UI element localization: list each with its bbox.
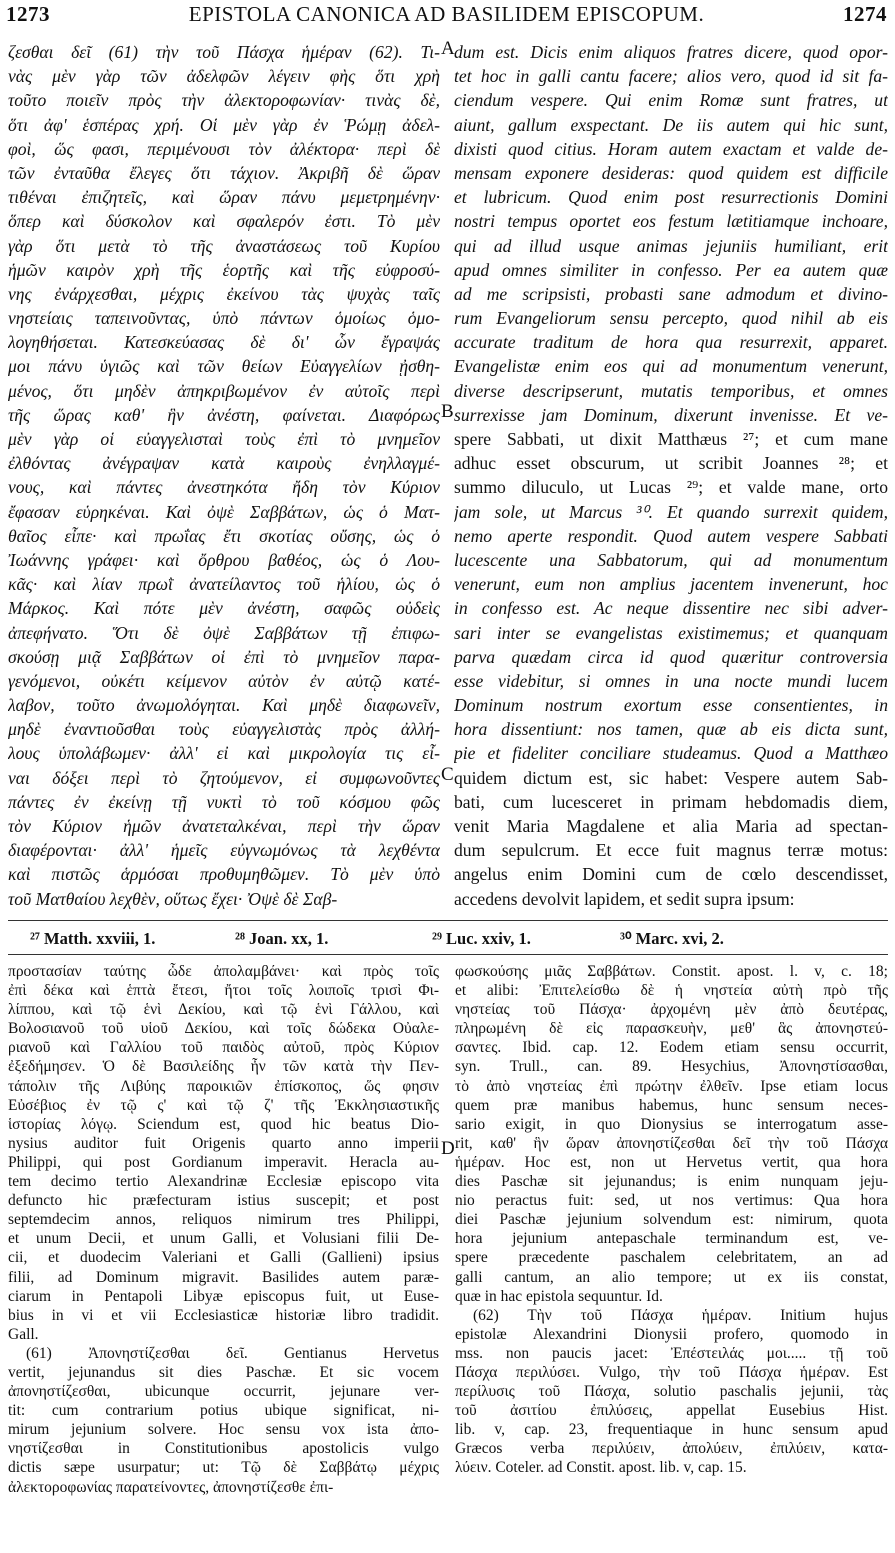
margin-marker-d: D	[441, 1138, 455, 1159]
commentary-line: rit, καθ' ἣν ὥραν ἀπονηστίζεσθαι δεῖ τὴν τοῦ Πάσχα	[455, 1134, 888, 1152]
greek-text-line: σκούσῃ μιᾷ Σαββάτων οἱ ἐπὶ τὸ μνημεῖον παρα-	[8, 646, 440, 667]
commentary-line: περίλυσις τοῦ Πάσχα, solutio paschalis jejunii, τὰς	[455, 1383, 888, 1401]
latin-text-line: adhuc esset obscurum, ut scribit Joannes ²⁸; et	[454, 453, 888, 474]
footnote-28: ²⁸ Joan. xx, 1.	[235, 929, 329, 948]
latin-text-line: quidem dictum est, sic habet: Vespere autem Sab-	[454, 767, 888, 788]
latin-text-line: apud omnes similiter in confesso. Per ea autem quæ	[454, 259, 888, 280]
latin-text-line: nemo aperte respondit. Quod autem vespere Sabbati	[454, 525, 888, 546]
commentary-line: ciarum in Pentapoli Libyæ episcopus fuit, ut Euse-	[8, 1287, 439, 1305]
latin-text-line: parva quædam circa id quod quæritur controversia	[454, 646, 888, 667]
latin-text-line: jam sole, ut Marcus ³⁰. Et quando surrexit quidem,	[454, 501, 888, 522]
greek-text-line: πάντες ἐν ἐκείνῃ τῇ νυκτὶ τὸ τοῦ κόσμου φῶς	[8, 791, 440, 812]
greek-text-line: ἀπεφήνατο. Ὅτι δὲ ὀψὲ Σαββάτων τῇ ἐπιφω-	[8, 622, 440, 643]
commentary-line: septemdecim annos, reliquos nimirum tres Philippi,	[8, 1211, 439, 1229]
commentary-line: τάπολιν τῆς Λιβύης παροικιῶν ἐπίσκοπος, ὥς φησιν	[8, 1077, 439, 1095]
commentary-line: ἐξεδήμησεν. Ὁ δὲ Βασιλείδης ἦν τῶν κατὰ τὴν Πεν-	[8, 1058, 439, 1076]
commentary-right-column	[455, 962, 888, 1478]
commentary-line: filii, ad Dominum migravit. Basilides autem paræ-	[8, 1268, 439, 1286]
commentary-line: sario exigit, in quo Dionysius se interrogatum asse-	[455, 1115, 888, 1133]
right-page-number: 1274	[843, 2, 887, 26]
greek-text-line: καὶ πιστῶς ἁρμόσαι προθυμηθῶμεν. Τὸ μὲν ὑπὸ	[8, 864, 440, 885]
greek-text-line: τῆς ὥρας καθ' ἣν ἀνέστη, φαίνεται. Διαφόρως	[8, 404, 440, 425]
latin-text-line: hora dissentiunt: nos tamen, quæ ab eis dicta sunt,	[454, 719, 888, 740]
greek-text-line: ὅπερ καὶ δύσκολον καὶ σφαλερόν ἐστι. Τὸ μὲν	[8, 211, 440, 232]
margin-marker-b: B	[441, 401, 454, 422]
commentary-line: bius in vi et vii Ecclesiasticæ historiæ libro tradidit.	[8, 1306, 439, 1324]
greek-text-line: Ἰωάννης γράφει· καὶ ὄρθρου βαθέος, ὡς ὁ Λου-	[8, 549, 440, 570]
commentary-line: πληρωμένη δὲ εἰς παρασκευὴν, μεθ' ἃς ἀπονηστεύ-	[455, 1020, 888, 1038]
latin-text-line: pie et fideliter conciliare studeamus. Quod a Matthæo	[454, 743, 888, 764]
greek-text-line: τὸν Κύριον ἡμῶν ἀνατεταλκέναι, περὶ τὴν ὥραν	[8, 816, 440, 836]
commentary-line: vertit, jejunandus sit dies Paschæ. Et sic vocem	[8, 1363, 439, 1381]
latin-text-line: aiunt, gallum exspectant. De iis autem qui hic sunt,	[454, 114, 888, 135]
greek-text-line: λους ὑπολάβωμεν· ἀλλ' εἰ καὶ μικρολογία τις εἶ-	[8, 743, 440, 764]
greek-text-line: μοι πάνυ ὑγιῶς καὶ τῶν θείων Εὐαγγελίων ᾐσθη-	[8, 356, 440, 377]
commentary-line: τὸ ἀπὸ νηστείας ἐπὶ πρώτην ἐλθεῖν. Ipse etiam locus	[455, 1077, 888, 1095]
commentary-line: et unum Decii, et unum Galli, et Volusiani filii De-	[8, 1230, 439, 1248]
commentary-line: defuncto hic præfecturam istius suscepit; et post	[8, 1192, 439, 1210]
greek-text-column	[8, 40, 440, 911]
commentary-line: quæ in hac epistola sequuntur. Id.	[455, 1287, 663, 1305]
greek-text-line: νὰς μὲν γὰρ τῶν ἀδελφῶν λέγειν φὴς ὅτι χρὴ	[8, 66, 440, 87]
margin-marker-c: C	[441, 764, 454, 785]
commentary-line: hora jejunium antepaschale terminandum est, ve-	[455, 1230, 888, 1248]
commentary-line: ἱστορίας λόγῳ. Sciendum est, quod hic beatus Dio-	[8, 1115, 439, 1133]
commentary-line: Philippi, qui post Gordianum imperavit. Heracla au-	[8, 1153, 439, 1171]
commentary-line: spere præcedente paschalem celebritatem, an ad	[455, 1249, 888, 1267]
latin-text-line: diverse descripserunt, mutatis temporibus, et omnes	[454, 380, 888, 401]
greek-text-line: τοῦτο ποιεῖν πρὸς τὴν ἀλεκτοροφωνίαν· τινὰς δὲ,	[8, 90, 440, 111]
greek-text-line: ναι δόξει περὶ τὸ ζητούμενον, εἰ συμφωνοῦντες	[8, 767, 440, 788]
commentary-line: ριανοῦ καὶ Γαλλίου τοῦ παιδὸς αὐτοῦ, πρὸς Κύριον	[8, 1039, 439, 1057]
greek-text-line: τιθέναι ἐπιζητεῖς, καὶ ὥραν πάνυ μεμετρημένην·	[8, 187, 440, 208]
latin-text-line: mensam exponere desideras: quod quidem est difficile	[454, 162, 888, 183]
footnote-29: ²⁹ Luc. xxiv, 1.	[432, 929, 531, 948]
commentary-line: dictis sæpe usurpatur; ut: Τῷ δὲ Σαββάτῳ μέχρις	[8, 1459, 439, 1477]
greek-text-line: διαφέρονται· ἀλλ' ἡμεῖς εὐγνωμόνως τὰ λεχθέντα	[8, 840, 440, 861]
latin-text-line: Evangelistæ enim eos qui ad monumentum venerunt,	[454, 356, 888, 377]
greek-text-line: φοὶ, ὥς φασι, περιμένουσι τὸν ἀλέκτορα· περὶ δὲ	[8, 138, 440, 159]
latin-text-line: ciendum vespere. Qui enim Romæ sunt fratres, ut	[454, 90, 888, 111]
greek-text-line: τῶν ἐνταῦθα ἔλεγες ὅτι τάχιον. Ἀκριβῆ δὲ ὥραν	[8, 162, 440, 183]
commentary-line: tem decimo tertio Alexandrinæ Ecclesiæ episcopo vita	[8, 1173, 439, 1191]
commentary-line: λίππου, καὶ τῷ ἑνὶ Δεκίου, καὶ τῷ ἑνὶ Γάλλου, καὶ	[8, 1001, 439, 1019]
commentary-line: λύειν. Coteler. ad Constit. apost. lib. v, cap. 15.	[455, 1459, 747, 1477]
commentary-line: ἐπὶ δέκα καὶ ἑπτὰ ἔτεσι, ἤτοι τοῖς λοιποῖς τρισὶ Φι-	[8, 982, 439, 1000]
greek-text-line: θαῖος εἶπε· καὶ πρωΐας ἔτι σκοτίας οὔσης, ὡς ὁ	[8, 525, 440, 546]
commentary-line: σαντες. Ibid. cap. 12. Eodem etiam sensu occurrit,	[455, 1039, 888, 1057]
commentary-line: cii, et duodecim Valeriani et Galli (Gallieni) ipsius	[8, 1249, 439, 1267]
latin-text-line: summo diluculo, ut Lucas ²⁹; et valde mane, orto	[454, 477, 888, 498]
commentary-line: νηστείας τοῦ Πάσχα· ἀρχομένη μὲν ἀπὸ δευτέρας,	[455, 1001, 888, 1019]
latin-text-line: et lubricum. Quod enim post resurrectionis Domini	[454, 187, 888, 208]
commentary-line: Gall.	[8, 1325, 39, 1343]
latin-text-line: accedens devolvit lapidem, et sedit supra ipsum:	[454, 888, 795, 909]
footnote-30: ³⁰ Marc. xvi, 2.	[620, 929, 724, 948]
latin-text-line: surrexisse jam Dominum, dixerunt invenisse. Et ve-	[454, 404, 888, 425]
latin-text-line: accurate traditum de hora qua resurrexit, apparet.	[454, 332, 888, 353]
latin-text-line: dixisti quod citius. Horam autem exactam et valde de-	[454, 138, 888, 159]
greek-text-line: γὰρ ὅτι μετὰ τὸ τῆς ἀναστάσεως τοῦ Κυρίου	[8, 235, 440, 256]
greek-text-line: μὲν γὰρ οἱ εὐαγγελισταὶ τοὺς ἐπὶ τὸ μνημεῖον	[8, 429, 440, 449]
latin-text-line: dum sepulcrum. Et ecce fuit magnus terræ motus:	[454, 840, 888, 861]
commentary-line: syn. Trull., can. 89. Hesychius, Ἀπονηστίσασθαι,	[455, 1058, 888, 1076]
running-title: EPISTOLA CANONICA AD BASILIDEM EPISCOPUM.	[188, 2, 705, 26]
latin-text-line: sari inter se evangelistas existimemus; et quanquam	[454, 622, 888, 643]
notes-divider	[8, 954, 888, 955]
commentary-line: τοῦ ἀσιτίου ἐπιλύσεις, appellat Eusebius Hist.	[455, 1402, 888, 1420]
greek-text-line: γενόμενοι, οὐκέτι κείμενον αὐτὸν ἐν αὐτῷ κατέ-	[8, 670, 440, 691]
greek-text-line: τοῦ Ματθαίου λεχθὲν, οὕτως ἔχει· Ὀψὲ δὲ Σαβ-	[8, 888, 338, 909]
latin-text-line: lucescente una Sabbatorum, qui ad monumentum	[454, 549, 888, 570]
commentary-line: (62) Τὴν τοῦ Πάσχα ἡμέραν. Initium hujus	[473, 1306, 888, 1324]
latin-text-line: bati, cum lucesceret in primam hebdomadis diem,	[454, 791, 888, 812]
footnote-27: ²⁷ Matth. xxviii, 1.	[30, 929, 156, 948]
greek-text-line: ἔφασαν εὑρηκέναι. Καὶ ὀψὲ Σαββάτων, ὡς ὁ Ματ-	[8, 501, 440, 522]
greek-text-line: ὅτι ἀφ' ἑσπέρας χρή. Οἱ μὲν γὰρ ἐν Ῥώμῃ ἀδελ-	[8, 114, 440, 135]
latin-text-line: ad me scripsisti, probasti sane admodum et divino-	[454, 283, 888, 304]
commentary-line: lib. v, cap. 23, frequentiaque in hunc sensum apud	[455, 1421, 888, 1439]
latin-text-line: Dominum nostrum exortum esse consentientes, in	[454, 695, 888, 716]
commentary-line: nysius auditor fuit Origenis quarto anno imperii	[8, 1134, 439, 1152]
commentary-line: quem præ manibus habemus, hunc sensum neces-	[455, 1096, 888, 1114]
commentary-line: φωσκούσης μιᾶς Σαββάτων. Constit. apost. l. v, c. 18;	[455, 963, 888, 980]
latin-text-line: rum Evangeliorum sensu percepto, quod nihil ab eis	[454, 308, 888, 329]
greek-text-line: ζεσθαι δεῖ (61) τὴν τοῦ Πάσχα ἡμέραν (62). Τι-	[8, 42, 440, 62]
greek-text-line: ἡμῶν καιρὸν χρὴ τῆς ἑορτῆς καὶ τῆς εὐφροσύ-	[8, 259, 440, 280]
footnote-divider	[8, 920, 888, 921]
greek-text-line: κᾶς· καὶ λίαν πρωῒ ἀνατείλαντος τοῦ ἡλίου, ὡς ὁ	[8, 574, 440, 595]
latin-translation-column	[454, 40, 888, 911]
left-page-number: 1273	[6, 2, 50, 26]
commentary-line: προστασίαν ταύτης ὧδε ἀπολαμβάνει· καὶ πρὸς τοῖς	[8, 963, 439, 980]
greek-text-line: μηδὲ ἐναντιοῦσθαι τοὺς εὐαγγελιστὰς πρὸς ἀλλή-	[8, 719, 440, 740]
commentary-line: dies Paschæ sit jejunandus; is enim nunquam jeju-	[455, 1173, 888, 1191]
latin-text-line: angelus enim Domini cum de cœlo descendisset,	[454, 864, 888, 885]
latin-text-line: spere Sabbati, ut dixit Matthæus ²⁷; et cum mane	[454, 429, 888, 449]
latin-text-line: venit Maria Magdalene et alia Maria ad spectan-	[454, 816, 888, 836]
latin-text-line: tet hoc in galli cantu facere; alios vero, quod id sit fa-	[454, 66, 888, 87]
greek-text-line: ἐλθόντας ἀνέγραψαν κατὰ καιροὺς ἐνηλλαγμέ-	[8, 453, 440, 474]
greek-text-line: Μάρκος. Καὶ πότε μὲν ἀνέστη, σαφῶς οὐδεὶς	[8, 598, 440, 619]
greek-text-line: λαβον, τοῦτο ἀνωμολόγηται. Καὶ μηδὲ διαφωνεῖν,	[8, 695, 440, 716]
commentary-line: ἡμέραν. Hoc est, non ut Hervetus vertit, qua hora	[455, 1153, 888, 1171]
latin-text-line: dum est. Dicis enim aliquos fratres dicere, quod opor-	[454, 42, 888, 62]
latin-text-line: in confesso est. Ac neque dissentire nec sibi adver-	[454, 598, 888, 619]
commentary-line: (61) Ἀπονηστίζεσθαι δεῖ. Gentianus Hervetus	[26, 1344, 439, 1362]
latin-text-line: qui ad illud usque animas jejuniis humiliant, erit	[454, 235, 888, 256]
greek-text-line: νηστείαις ταπεινοῦντας, ὑπὸ πάντων ὁμοίως ὁμο-	[8, 308, 440, 329]
greek-text-line: νης ἐνάρχεσθαι, μέχρις ἐκείνου τὰς ψυχὰς ταῖς	[8, 283, 440, 304]
commentary-line: diei Paschæ jejunium solvendum est: nimirum, quota	[455, 1211, 888, 1229]
commentary-line: Πάσχα περιλύσει. Vulgo, τὴν τοῦ Πάσχα ἡμέραν. Est	[455, 1363, 888, 1381]
commentary-line: et alibi: Ἐπιτελείσθω δὲ ἡ νηστεία αὐτὴ πρὸ τῆς	[455, 982, 888, 1000]
greek-text-line: μένος, ὅτι μηδὲν ἀπηκριβωμένον ἐν αὐτοῖς περὶ	[8, 380, 440, 401]
running-header	[6, 2, 887, 32]
greek-text-line: νους, καὶ πάντες ἀνεστηκότα ἤδη τὸν Κύριον	[8, 477, 440, 498]
margin-marker-a: A	[441, 38, 455, 59]
commentary-line: nio peractus fuit: sed, ut nos vertimus: Qua hora	[455, 1192, 888, 1210]
commentary-line: epistolæ Alexandrini Dionysii profero, quomodo in	[455, 1325, 888, 1343]
footnotes	[30, 929, 890, 951]
latin-text-line: venerunt, eum non amplius jacentem invenerunt, hoc	[454, 574, 888, 595]
commentary-line: ἀλεκτοροφωνίας παρατείνοντες, ἀπονηστίζεσθε ἐπι-	[8, 1478, 334, 1496]
commentary-line: Βολοσιανοῦ τοῦ υἱοῦ Δεκίου, καὶ τοῖς δώδεκα Οὐαλε-	[8, 1020, 439, 1038]
commentary-left-column	[8, 962, 439, 1497]
greek-text-line: λογηθήσεται. Κατεσκεύασας δὲ δι' ὧν ἔγραψάς	[8, 332, 440, 353]
commentary-line: mss. non paucis jacet: Ἐπέστειλάς μοι..... τῇ τοῦ	[455, 1344, 888, 1362]
commentary-line: tit: cum contrarium potius ubique significat, ni-	[8, 1402, 439, 1420]
latin-text-line: esse videbitur, si omnes in una nocte mundi lucem	[454, 670, 888, 691]
commentary-line: galli cantum, an alio tempore; ut ex iis constat,	[455, 1268, 888, 1286]
commentary-line: mirum jejunium solvere. Hoc sensu vox ista ἀπο-	[8, 1421, 439, 1439]
commentary-line: Græcos verba περιλύειν, ἀπολύειν, ἐπιλύειν, κατα-	[455, 1440, 888, 1458]
commentary-line: ἀπονηστίζεσθαι, ubicunque occurrit, jejunare ver-	[8, 1383, 439, 1401]
latin-text-line: nostri tempus oportet eos festum lætitiamque inchoare,	[454, 211, 888, 232]
commentary-line: Εὐσέβιος ἐν τῷ ς' καὶ τῷ ζ' τῆς Ἐκκλησιαστικῆς	[8, 1096, 439, 1114]
commentary-line: νηστίζεσθαι in Constitutionibus apostolicis vulgo	[8, 1440, 439, 1458]
